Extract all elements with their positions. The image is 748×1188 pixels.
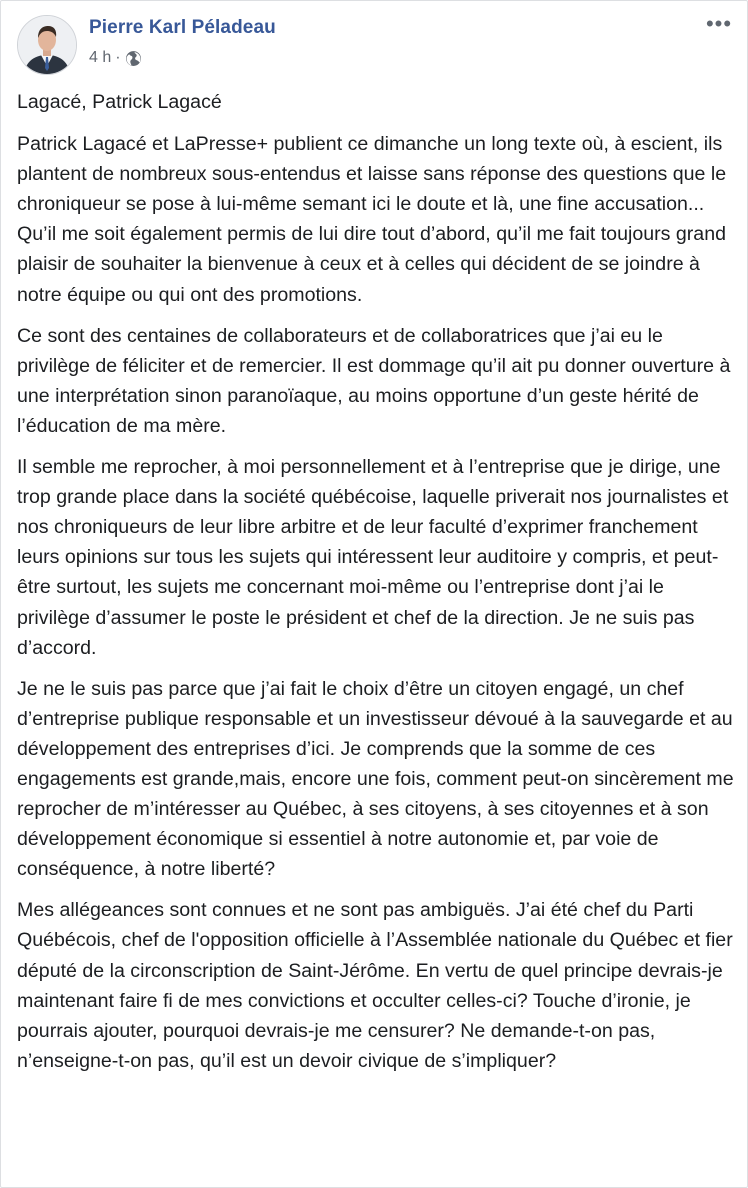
more-options-icon[interactable]: ••• [705,11,733,36]
post-paragraph: Je ne le suis pas parce que j’ai fait le choix d’être un citoyen engagé, un chef d’entreprise publique responsable et un investisseur dévoué à la sauvegarde et au développement des entreprises d’ici. Je comprends que la somme de ces engagements est grande,mais, encore une fois, comment peut-on sincèrement me reprocher de m’intéresser au Québec, à ses citoyens, à ses citoyennes et à son développement économique si essentiel à notre autonomie et, par voie de conséquence, à notre liberté? [17,677,734,881]
post-body [17,87,735,1087]
post-meta [89,49,142,67]
avatar-photo [18,16,76,74]
post-paragraph: Patrick Lagacé et LaPresse+ publient ce dimanche un long texte où, à escient, ils plantent de nombreux sous-entendus et laisse sans réponse des questions que le chroniqueur se pose à lui-même semant ici le doute et là, une fine accusation... Qu’il me soit également permis de lui dire tout d’abord, qu’il me fait toujours grand plaisir de souhaiter la bienvenue à ceux et à celles qui décident de se joindre à notre équipe ou qui ont des promotions. [17,133,727,306]
author-avatar[interactable] [17,15,77,75]
globe-icon[interactable] [125,50,142,67]
post-paragraph: Ce sont des centaines de collaborateurs et de collaboratrices que j’ai eu le privilège de féliciter et de remercier. Il est dommage qu’il ait pu donner ouverture à une interprétation sinon paranoïaque, au moins opportune d’un geste hérité de l’éducation de ma mère. [17,324,731,437]
post-paragraph: Mes allégeances sont connues et ne sont pas ambiguës. J’ai été chef du Parti Québécois, chef de l'opposition officielle à l’Assemblée nationale du Québec et fier député de la circonscription de Saint-Jérôme. En vertu de quel principe devrais-je maintenant faire fi de mes convictions et occulter celles-ci? Touche d’ironie, je pourrais ajouter, pourquoi devrais-je me censurer? Ne demande-t-on pas, n’enseigne-t-on pas, qu’il est un devoir civique de s’impliquer? [17,899,733,1072]
post-paragraph: Il semble me reprocher, à moi personnellement et à l’entreprise que je dirige, une trop grande place dans la société québécoise, laquelle priverait nos journalistes et nos chroniqueurs de leur libre arbitre et de leur faculté d’exprimer franchement leurs opinions sur tous les sujets qui intéressent leur auditoire y compris, et peut-être surtout, les sujets me concernant moi-même ou l’entreprise dont j’ai le privilège d’assumer le poste le président et chef de la direction. Je ne suis pas d’accord. [17,456,729,659]
post-timestamp[interactable]: 4 h [89,49,112,66]
author-name[interactable]: Pierre Karl Péladeau [89,17,276,38]
post-paragraph: Lagacé, Patrick Lagacé [17,91,222,113]
meta-separator: · [115,49,121,66]
